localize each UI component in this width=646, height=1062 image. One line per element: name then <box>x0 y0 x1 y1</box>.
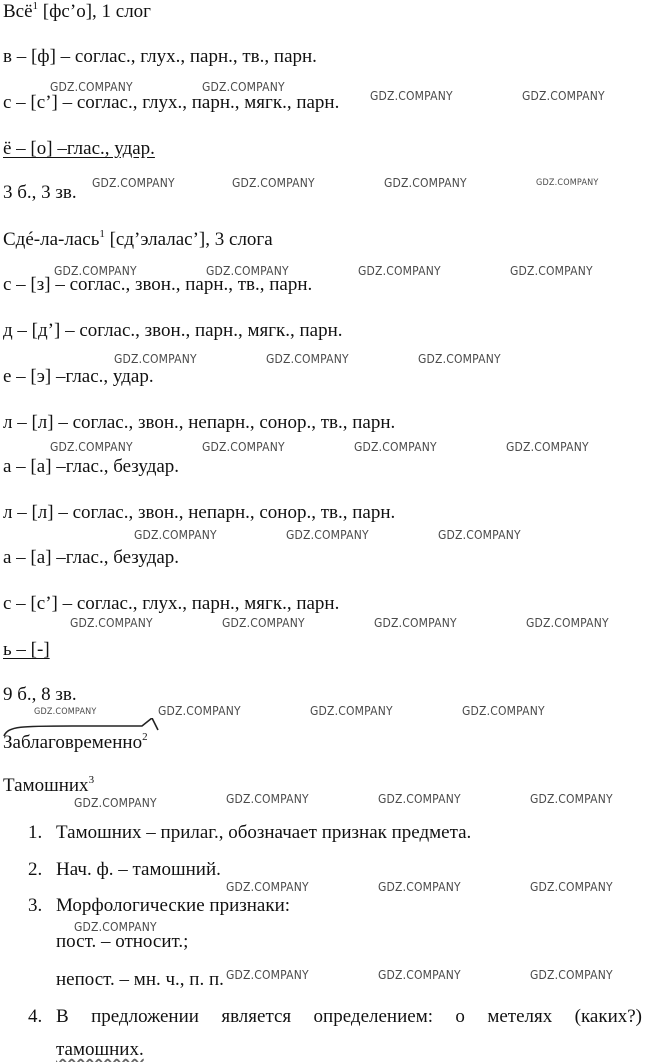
watermark-text: GDZ.COMPANY <box>34 707 97 717</box>
watermark-text: GDZ.COMPANY <box>232 176 315 190</box>
analysis-line: е – [э] –глас., удар. <box>3 366 154 387</box>
watermark-text: GDZ.COMPANY <box>70 616 153 630</box>
summary-line: 9 б., 8 зв. <box>3 684 77 705</box>
footnote-mark: 1 <box>99 228 105 240</box>
watermark-text: GDZ.COMPANY <box>378 968 461 982</box>
watermark-text: GDZ.COMPANY <box>226 792 309 806</box>
analysis-line: л – [л] – соглас., звон., непарн., сонор., тв., парн. <box>3 502 396 523</box>
word-header-sdelalas: Сдé-ла-лась$^1$ [сд’элалас’], 3 слога <box>3 228 273 250</box>
analysis-line: л – [л] – соглас., звон., непарн., сонор., тв., парн. <box>3 412 396 433</box>
watermark-text: GDZ.COMPANY <box>384 176 467 190</box>
watermark-text: GDZ.COMPANY <box>510 264 593 278</box>
watermark-text: GDZ.COMPANY <box>202 440 285 454</box>
watermark-text: GDZ.COMPANY <box>202 80 285 94</box>
watermark-text: GDZ.COMPANY <box>206 264 289 278</box>
watermark-text: GDZ.COMPANY <box>522 89 605 103</box>
watermark-text: GDZ.COMPANY <box>310 704 393 718</box>
watermark-text: GDZ.COMPANY <box>286 528 369 542</box>
analysis-line: д – [д’] – соглас., звон., парн., мягк., парн. <box>3 320 343 341</box>
watermark-text: GDZ.COMPANY <box>530 968 613 982</box>
watermark-text: GDZ.COMPANY <box>74 796 157 810</box>
watermark-text: GDZ.COMPANY <box>378 880 461 894</box>
analysis-line: с – [с’] – соглас., глух., парн., мягк., парн. <box>3 593 340 614</box>
analysis-line: а – [а] –глас., безудар. <box>3 547 180 568</box>
analysis-line: а – [а] –глас., безудар. <box>3 456 180 477</box>
analysis-line: с – [с’] – соглас., глух., парн., мягк., парн. <box>3 92 340 113</box>
analysis-line-underlined: ь – [-] <box>3 639 50 660</box>
footnote-mark: 2 <box>142 731 148 743</box>
word-header-vse: Всё$^1$ [фс’о], 1 слог <box>3 0 151 22</box>
watermark-text: GDZ.COMPANY <box>526 616 609 630</box>
watermark-text: GDZ.COMPANY <box>530 792 613 806</box>
analysis-line: с – [з] – соглас., звон., парн., тв., парн. <box>3 274 313 295</box>
watermark-text: GDZ.COMPANY <box>378 792 461 806</box>
watermark-text: GDZ.COMPANY <box>54 264 137 278</box>
footnote-mark: 3 <box>88 774 95 786</box>
watermark-text: GDZ.COMPANY <box>158 704 241 718</box>
word-header-zablagovremenno: Заблаговременно$^2$ <box>3 731 148 753</box>
watermark-text: GDZ.COMPANY <box>92 176 175 190</box>
watermark-text: GDZ.COMPANY <box>374 616 457 630</box>
watermark-text: GDZ.COMPANY <box>506 440 589 454</box>
watermark-text: GDZ.COMPANY <box>226 880 309 894</box>
analysis-line-underlined: ё – [о] –глас., удар. <box>3 138 155 159</box>
watermark-text: GDZ.COMPANY <box>222 616 305 630</box>
watermark-text: GDZ.COMPANY <box>354 440 437 454</box>
watermark-text: GDZ.COMPANY <box>530 880 613 894</box>
watermark-text: GDZ.COMPANY <box>114 352 197 366</box>
analysis-line: в – [ф] – соглас., глух., парн., тв., парн. <box>3 46 317 67</box>
morpheme-arc-mark <box>2 718 162 738</box>
watermark-text: GDZ.COMPANY <box>50 80 133 94</box>
watermark-text: GDZ.COMPANY <box>358 264 441 278</box>
word-header-tamoshnih: Тамошних$^3$ <box>3 774 95 796</box>
watermark-text: GDZ.COMPANY <box>536 178 599 188</box>
watermark-text: GDZ.COMPANY <box>418 352 501 366</box>
summary-line: 3 б., 3 зв. <box>3 182 77 203</box>
watermark-text: GDZ.COMPANY <box>370 89 453 103</box>
watermark-text: GDZ.COMPANY <box>438 528 521 542</box>
footnote-mark: 1 <box>32 0 39 12</box>
watermark-text: GDZ.COMPANY <box>226 968 309 982</box>
watermark-text: GDZ.COMPANY <box>462 704 545 718</box>
watermark-text: GDZ.COMPANY <box>134 528 217 542</box>
watermark-text: GDZ.COMPANY <box>50 440 133 454</box>
watermark-text: GDZ.COMPANY <box>266 352 349 366</box>
watermark-text: GDZ.COMPANY <box>74 920 157 934</box>
